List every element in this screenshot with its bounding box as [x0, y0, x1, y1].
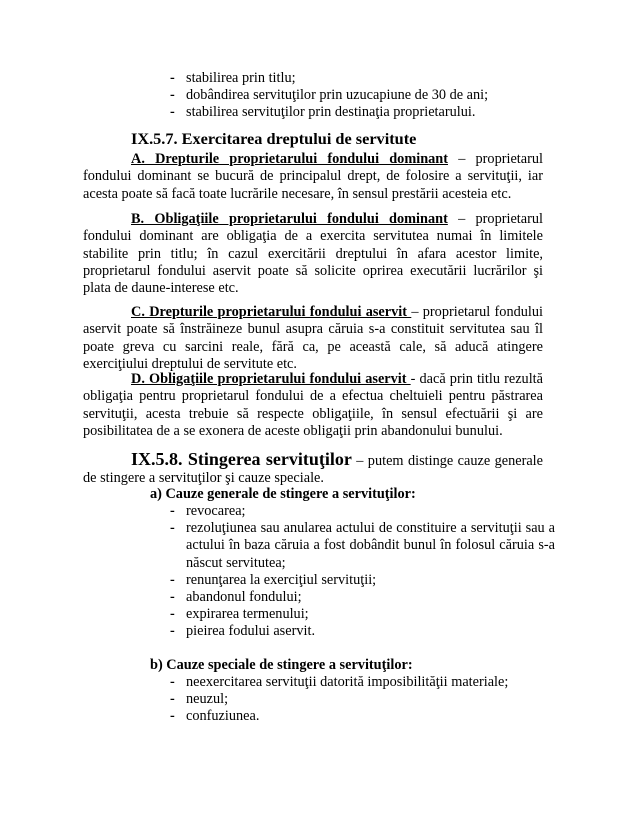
list-dash: -: [170, 572, 175, 588]
paragraph-d: [83, 371, 543, 440]
list-dash: -: [170, 691, 175, 707]
paragraph-a-label: A. Drepturile proprietarului fondului dominant: [131, 151, 449, 167]
list-dash: -: [170, 623, 175, 639]
list-dash: -: [170, 104, 175, 120]
subsection-b-heading: b) Cauze speciale de stingere a servituţilor:: [150, 657, 413, 673]
paragraph-b-text: – proprietarul fondului dominant are obligaţia de a exercita servitutea numai în limitele stabilite prin titlu; în cazul exercitării dreptului în afara acestor limite, proprietarul fondului aservit poate să solicite oprirea executării lucrărilor şi plata de daune-interese etc.: [83, 211, 543, 297]
paragraph-c: [83, 304, 543, 373]
list-dash: -: [170, 503, 175, 519]
list-dash: -: [170, 87, 175, 103]
list-dash: -: [170, 708, 175, 724]
list-item-text: renunţarea la exerciţiul servituţii;: [186, 572, 377, 588]
paragraph-c-label: C. Drepturile proprietarului fondului aservit: [131, 304, 412, 320]
section-heading-957: IX.5.7. Exercitarea dreptului de servitute: [131, 129, 417, 148]
list-item-text: revocarea;: [186, 503, 246, 519]
subsection-a-heading: a) Cauze generale de stingere a servituţilor:: [150, 486, 416, 502]
list-item-text: rezoluţiunea sau anularea actului de constituire a servituţii sau a actului în baza căruia a fost dobândit bunul în folosul căruia s-a născut servitutea;: [186, 520, 555, 571]
list-item-text: neexercitarea servituţii datorită imposibilităţii materiale;: [186, 674, 509, 690]
list-dash: -: [170, 70, 175, 86]
paragraph-b-label: B. Obligaţiile proprietarului fondului dominant: [131, 211, 448, 227]
list-item-text: pieirea fodului aservit.: [186, 623, 316, 639]
paragraph-b: [83, 211, 543, 297]
paragraph-c-text: – proprietarul fondului aservit poate să înstrăineze bunul asupra căruia s-a constituit servitutea sau îl poate greva cu sarcini reale, fără ca, pe această cale, să aducă atingere exerciţiului dreptului de servitute etc.: [83, 304, 543, 372]
list-item-text: stabilirea servituţilor prin destinaţia proprietarului.: [186, 104, 476, 120]
list-item-text: expirarea termenului;: [186, 606, 309, 622]
list-dash: -: [170, 674, 175, 690]
list-dash: -: [170, 589, 175, 605]
list-item-text: dobândirea servituţilor prin uzucapiune de 30 de ani;: [186, 87, 489, 103]
list-item-text: abandonul fondului;: [186, 589, 302, 605]
paragraph-a-text: – proprietarul fondului dominant se bucură de principalul drept, de folosire a servituţii, iar acesta poate să facă toate lucrările necesare, în sensul prestării acesteia etc.: [83, 151, 543, 202]
paragraph-d-text: - dacă prin titlu rezultă obligaţia pentru proprietarul fondului de a efectua cheltuieli pentru păstrarea servituţii, acesta trebuie să respecte obligaţiile, în sensul efectuării şi are posibilitatea de a se exonera de aceste obligaţii prin abandonului bunului.: [83, 371, 543, 439]
paragraph-d-label: D. Obligaţiile proprietarului fondului aservit: [131, 371, 411, 387]
section-958-intro: [83, 451, 543, 488]
list-item-text: confuziunea.: [186, 708, 260, 724]
section-heading-958: IX.5.8. Stingerea servituţilor: [131, 449, 352, 469]
paragraph-a: [83, 151, 543, 203]
section-958-intro-text: – putem distinge cauze generale de stingere a servituţilor şi cauze speciale.: [83, 453, 543, 487]
list-item-text: neuzul;: [186, 691, 229, 707]
list-dash: -: [170, 606, 175, 622]
list-item-text: stabilirea prin titlu;: [186, 70, 296, 86]
list-dash: -: [170, 520, 175, 536]
